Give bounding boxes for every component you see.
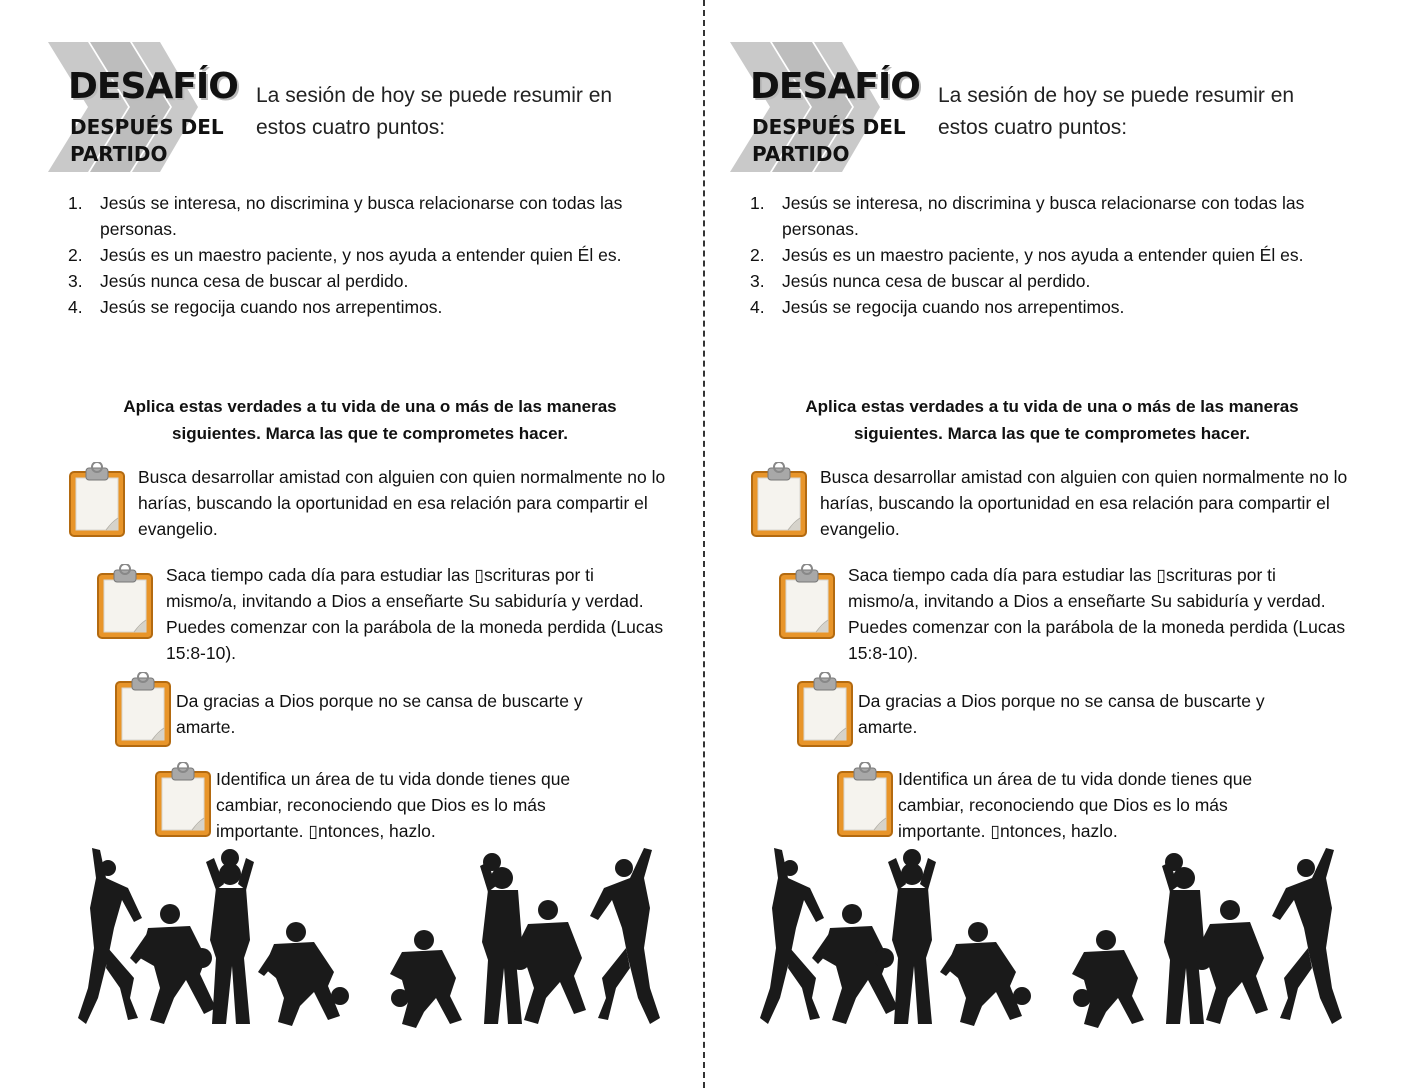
point-text: Jesús se interesa, no discrimina y busca relacionarse con todas las personas. [782,193,1305,239]
summary-point [66,242,666,268]
point-text: Jesús nunca cesa de buscar al perdido. [782,271,1091,291]
summary-points-list [748,190,1348,320]
clipboard-icon[interactable] [114,672,174,748]
commitment-text: Saca tiempo cada día para estudiar las ▯scrituras por ti mismo/a, invitando a Dios a enseñarte Su sabiduría y verdad. Puedes comenzar con la parábola de la moneda perdida (Lucas 15:8-10). [166,565,664,663]
intro-text: La sesión de hoy se puede resumir en estos cuatro puntos: [938,84,1295,139]
point-text: Jesús es un maestro paciente, y nos ayuda a entender quien Él es. [100,245,622,265]
summary-point [748,294,1348,320]
point-number: 3. [750,271,765,291]
clipboard-icon[interactable] [96,564,156,640]
point-number: 4. [68,297,83,317]
handout-panel [0,0,680,1088]
clipboard-icon[interactable] [154,762,214,838]
point-text: Jesús se interesa, no discrimina y busca relacionarse con todas las personas. [100,193,623,239]
commitment-text: Identifica un área de tu vida donde tienes que cambiar, reconociendo que Dios es lo más importante. ▯ntonces, hazlo. [898,769,1253,841]
summary-point [748,268,1348,294]
challenge-subtitle: DESPUÉS DEL PARTIDO [70,115,224,166]
basketball-players-silhouette [78,848,664,1028]
commitment-text: Da gracias a Dios porque no se cansa de buscarte y amarte. [176,691,583,737]
challenge-title: DESAFÍO [68,66,238,107]
summary-point [66,190,666,242]
summary-points-list [66,190,666,320]
summary-point [748,242,1348,268]
point-number: 3. [68,271,83,291]
summary-point [748,190,1348,242]
point-number: 2. [68,245,83,265]
apply-instructions: Aplica estas verdades a tu vida de una o más de las maneras siguientes. Marca las que te comprometes hacer. [123,397,617,443]
summary-point [66,294,666,320]
commitment-text: Busca desarrollar amistad con alguien con quien normalmente no lo harías, buscando la oportunidad en esa relación para compartir el evangelio. [820,467,1348,539]
challenge-title: DESAFÍO [750,66,920,107]
point-text: Jesús se regocija cuando nos arrepentimos. [782,297,1125,317]
point-number: 4. [750,297,765,317]
commitment-text: Da gracias a Dios porque no se cansa de buscarte y amarte. [858,691,1265,737]
clipboard-icon[interactable] [750,462,810,538]
clipboard-icon[interactable] [836,762,896,838]
commitment-text: Busca desarrollar amistad con alguien con quien normalmente no lo harías, buscando la oportunidad en esa relación para compartir el evangelio. [138,467,666,539]
point-number: 1. [750,193,765,213]
commitment-text: Saca tiempo cada día para estudiar las ▯scrituras por ti mismo/a, invitando a Dios a enseñarte Su sabiduría y verdad. Puedes comenzar con la parábola de la moneda perdida (Lucas 15:8-10). [848,565,1346,663]
intro-text: La sesión de hoy se puede resumir en estos cuatro puntos: [256,84,613,139]
apply-instructions: Aplica estas verdades a tu vida de una o más de las maneras siguientes. Marca las que te comprometes hacer. [805,397,1299,443]
handout-panel [682,0,1362,1088]
point-number: 2. [750,245,765,265]
clipboard-icon[interactable] [68,462,128,538]
summary-point [66,268,666,294]
point-text: Jesús es un maestro paciente, y nos ayuda a entender quien Él es. [782,245,1304,265]
point-text: Jesús se regocija cuando nos arrepentimos. [100,297,443,317]
basketball-players-silhouette [760,848,1346,1028]
point-number: 1. [68,193,83,213]
clipboard-icon[interactable] [778,564,838,640]
challenge-subtitle: DESPUÉS DEL PARTIDO [752,115,906,166]
clipboard-icon[interactable] [796,672,856,748]
point-text: Jesús nunca cesa de buscar al perdido. [100,271,409,291]
commitment-text: Identifica un área de tu vida donde tienes que cambiar, reconociendo que Dios es lo más importante. ▯ntonces, hazlo. [216,769,571,841]
